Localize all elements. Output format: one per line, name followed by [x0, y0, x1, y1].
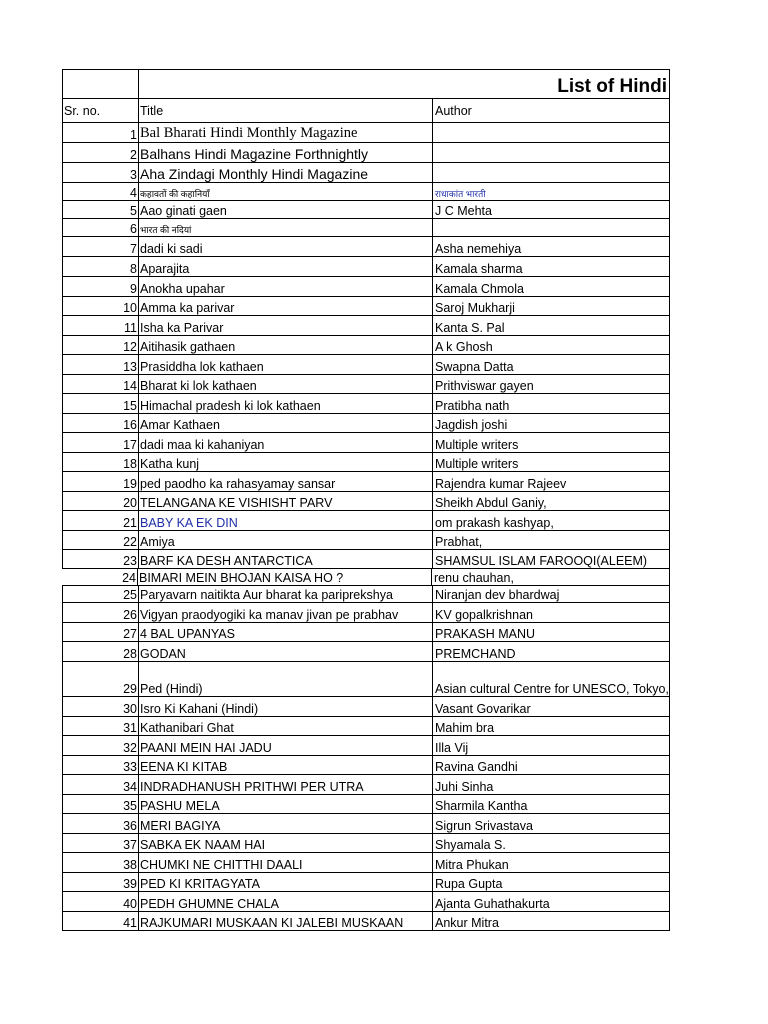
cell-title[interactable]: Amar Kathaen [138, 414, 432, 432]
cell-title[interactable]: Bharat ki lok kathaen [138, 375, 432, 393]
table-row [62, 143, 670, 163]
cell-title[interactable]: Anokha upahar [138, 277, 432, 296]
table-row [62, 472, 670, 492]
cell-title[interactable]: Ped (Hindi) [138, 662, 432, 696]
table-row [62, 277, 670, 297]
cell-author[interactable]: SHAMSUL ISLAM FAROOQI(ALEEM) [432, 550, 669, 568]
cell-author[interactable]: Multiple writers [432, 433, 669, 452]
table-row [62, 355, 670, 375]
cell-author[interactable]: A k Ghosh [432, 336, 669, 354]
cell-author[interactable]: Illa Vij [432, 736, 669, 755]
table-row [62, 569, 670, 586]
cell-sr-no[interactable]: 32 [123, 741, 137, 755]
cell-author[interactable]: KV gopalkrishnan [432, 603, 669, 622]
table-row [62, 586, 670, 603]
cell-author[interactable]: Ajanta Guhathakurta [432, 892, 669, 911]
header-row [62, 99, 670, 123]
cell-author[interactable]: Juhi Sinha [432, 775, 669, 794]
cell-title[interactable]: EENA KI KITAB [138, 756, 432, 774]
table-row [62, 550, 670, 569]
cell-author[interactable]: Niranjan dev bhardwaj [432, 586, 669, 602]
cell-title[interactable]: MERI BAGIYA [138, 814, 432, 833]
cell-author[interactable] [432, 163, 669, 182]
table-row [62, 531, 670, 550]
cell-title[interactable]: ped paodho ka rahasyamay sansar [138, 472, 432, 491]
table-row [62, 642, 670, 662]
spreadsheet [62, 69, 670, 931]
cell-sr-no[interactable]: 7 [130, 242, 137, 256]
cell-sr-no[interactable]: 10 [123, 301, 137, 315]
cell-title[interactable]: PASHU MELA [138, 795, 432, 813]
table-row [62, 433, 670, 453]
cell-sr-no[interactable]: 41 [123, 916, 137, 930]
cell-title[interactable]: BARF KA DESH ANTARCTICA [138, 550, 432, 568]
cell-title[interactable]: Amma ka parivar [138, 297, 432, 315]
cell-author[interactable]: Rupa Gupta [432, 873, 669, 891]
cell-title[interactable]: Vigyan praodyogiki ka manav jivan pe prabhav [138, 603, 432, 622]
table-row [62, 123, 670, 143]
cell-author[interactable]: Kamala Chmola [432, 277, 669, 296]
table-row [62, 834, 670, 853]
cell-sr-no[interactable]: 35 [123, 799, 137, 813]
cell-title[interactable]: कहावतों की कहानियाँ [138, 183, 432, 200]
cell-sr-no[interactable]: 27 [123, 627, 137, 641]
cell-title[interactable]: Himachal pradesh ki lok kathaen [138, 394, 432, 413]
cell-author[interactable]: Sigrun Srivastava [432, 814, 669, 833]
cell-sr-no[interactable]: 33 [123, 760, 137, 774]
title-row-empty-cell[interactable] [63, 70, 138, 98]
cell-sr-no[interactable]: 19 [123, 477, 137, 491]
cell-title[interactable]: SABKA EK NAAM HAI [138, 834, 432, 852]
cell-title[interactable]: Prasiddha lok kathaen [138, 355, 432, 374]
cell-sr-no[interactable]: 1 [130, 128, 137, 142]
table-row [62, 912, 670, 931]
table-row [62, 453, 670, 472]
cell-author[interactable]: Saroj Mukharji [432, 297, 669, 315]
cell-sr-no[interactable]: 6 [130, 222, 137, 236]
cell-sr-no[interactable]: 37 [123, 838, 137, 852]
cell-sr-no[interactable]: 25 [123, 588, 137, 602]
cell-author[interactable]: om prakash kashyap, [432, 511, 669, 530]
cell-author[interactable]: Sheikh Abdul Ganiy, [432, 492, 669, 510]
cell-author[interactable]: Ravina Gandhi [432, 756, 669, 774]
cell-sr-no[interactable]: 28 [123, 647, 137, 661]
cell-author[interactable]: Kanta S. Pal [432, 316, 669, 335]
table-row [62, 316, 670, 336]
cell-sr-no[interactable]: 39 [123, 877, 137, 891]
cell-sr-no[interactable]: 9 [130, 282, 137, 296]
cell-title[interactable]: Paryavarn naitikta Aur bharat ka pariprekshya [138, 586, 432, 602]
header-author[interactable]: Author [432, 99, 669, 122]
cell-sr-no[interactable]: 12 [123, 340, 137, 354]
table-row [62, 775, 670, 795]
cell-author[interactable]: Asha nemehiya [432, 237, 669, 256]
table-row [62, 814, 670, 834]
cell-title[interactable]: PEDH GHUMNE CHALA [138, 892, 432, 911]
table-row [62, 394, 670, 414]
cell-sr-no[interactable]: 5 [130, 204, 137, 218]
cell-title[interactable]: PAANI MEIN HAI JADU [138, 736, 432, 755]
cell-author[interactable]: Prabhat, [432, 531, 669, 549]
cell-title[interactable]: 4 BAL UPANYAS [138, 623, 432, 641]
title-row [62, 69, 670, 99]
cell-title[interactable]: BIMARI MEIN BHOJAN KAISA HO ? [137, 569, 431, 585]
table-row [62, 795, 670, 814]
cell-sr-no[interactable]: 38 [123, 858, 137, 872]
sheet-title[interactable]: List of Hindi [138, 70, 669, 98]
cell-title[interactable]: भारत की नदियां [138, 219, 432, 236]
table-row [62, 237, 670, 257]
cell-title[interactable]: RAJKUMARI MUSKAAN KI JALEBI MUSKAAN [138, 912, 432, 930]
cell-author[interactable]: Kamala sharma [432, 257, 669, 276]
cell-author[interactable]: PRAKASH MANU [432, 623, 669, 641]
cell-sr-no[interactable]: 15 [123, 399, 137, 413]
cell-title[interactable]: Balhans Hindi Magazine Forthnightly [138, 143, 432, 162]
cell-sr-no[interactable]: 29 [123, 682, 137, 696]
table-row [62, 336, 670, 355]
cell-author[interactable]: राधाकांत भारती [432, 183, 669, 200]
cell-author[interactable]: Ankur Mitra [432, 912, 669, 930]
cell-sr-no[interactable]: 23 [123, 554, 137, 568]
cell-sr-no[interactable]: 16 [123, 418, 137, 432]
table-row [62, 375, 670, 394]
table-row [62, 492, 670, 511]
cell-author[interactable]: J C Mehta [432, 201, 669, 218]
table-row [62, 623, 670, 642]
table-row [62, 853, 670, 873]
cell-author[interactable]: Mahim bra [432, 717, 669, 735]
cell-author[interactable]: Prithviswar gayen [432, 375, 669, 393]
cell-sr-no[interactable]: 31 [123, 721, 137, 735]
cell-sr-no[interactable]: 24 [122, 571, 136, 585]
cell-author[interactable]: Sharmila Kantha [432, 795, 669, 813]
table-row [62, 603, 670, 623]
table-row [62, 297, 670, 316]
cell-sr-no[interactable]: 30 [123, 702, 137, 716]
table-row [62, 873, 670, 892]
cell-sr-no[interactable]: 20 [123, 496, 137, 510]
cell-title[interactable]: Aha Zindagi Monthly Hindi Magazine [138, 163, 432, 182]
cell-sr-no[interactable]: 13 [123, 360, 137, 374]
header-title[interactable]: Title [138, 99, 432, 122]
table-row [62, 219, 670, 237]
cell-author[interactable]: Multiple writers [432, 453, 669, 471]
cell-sr-no[interactable]: 36 [123, 819, 137, 833]
cell-sr-no[interactable]: 14 [123, 379, 137, 393]
cell-sr-no[interactable]: 4 [130, 186, 137, 200]
cell-author[interactable] [432, 143, 669, 162]
table-row [62, 257, 670, 277]
cell-title[interactable]: Kathanibari Ghat [138, 717, 432, 735]
cell-title[interactable]: Amiya [138, 531, 432, 549]
table-row [62, 892, 670, 912]
cell-title[interactable]: Bal Bharati Hindi Monthly Magazine [138, 123, 432, 142]
cell-sr-no[interactable]: 17 [123, 438, 137, 452]
table-body [62, 123, 670, 931]
cell-author[interactable]: Asian cultural Centre for UNESCO, Tokyo, [432, 662, 669, 696]
cell-title[interactable]: Katha kunj [138, 453, 432, 471]
cell-title[interactable]: BABY KA EK DIN [138, 511, 432, 530]
table-row [62, 662, 670, 697]
table-row [62, 163, 670, 183]
cell-title[interactable]: Isro Ki Kahani (Hindi) [138, 697, 432, 716]
cell-title[interactable]: GODAN [138, 642, 432, 661]
cell-sr-no[interactable]: 11 [124, 321, 137, 335]
cell-title[interactable]: CHUMKI NE CHITTHI DAALI [138, 853, 432, 872]
cell-author[interactable]: Vasant Govarikar [432, 697, 669, 716]
cell-title[interactable]: INDRADHANUSH PRITHWI PER UTRA [138, 775, 432, 794]
cell-title[interactable]: Isha ka Parivar [138, 316, 432, 335]
table-row [62, 414, 670, 433]
cell-author[interactable]: Jagdish joshi [432, 414, 669, 432]
table-row [62, 183, 670, 201]
cell-author[interactable]: renu chauhan, [431, 569, 668, 585]
cell-author[interactable]: PREMCHAND [432, 642, 669, 661]
cell-sr-no[interactable]: 3 [130, 168, 137, 182]
cell-title[interactable]: Aparajita [138, 257, 432, 276]
table-row [62, 717, 670, 736]
table-row [62, 736, 670, 756]
cell-title[interactable]: dadi maa ki kahaniyan [138, 433, 432, 452]
cell-author[interactable]: Swapna Datta [432, 355, 669, 374]
cell-sr-no[interactable]: 22 [123, 535, 137, 549]
table-row [62, 201, 670, 219]
cell-title[interactable]: PED KI KRITAGYATA [138, 873, 432, 891]
header-sr-no[interactable]: Sr. no. [64, 103, 101, 118]
cell-author[interactable] [432, 219, 669, 236]
cell-title[interactable]: dadi ki sadi [138, 237, 432, 256]
cell-title[interactable]: Aitihasik gathaen [138, 336, 432, 354]
cell-author[interactable]: Mitra Phukan [432, 853, 669, 872]
table-row [62, 511, 670, 531]
cell-title[interactable]: TELANGANA KE VISHISHT PARV [138, 492, 432, 510]
cell-sr-no[interactable]: 34 [123, 780, 137, 794]
cell-sr-no[interactable]: 21 [123, 516, 137, 530]
table-row [62, 756, 670, 775]
cell-author[interactable]: Shyamala S. [432, 834, 669, 852]
cell-sr-no[interactable]: 18 [123, 457, 137, 471]
cell-sr-no[interactable]: 26 [123, 608, 137, 622]
cell-sr-no[interactable]: 8 [130, 262, 137, 276]
cell-author[interactable]: Rajendra kumar Rajeev [432, 472, 669, 491]
cell-author[interactable]: Pratibha nath [432, 394, 669, 413]
cell-title[interactable]: Aao ginati gaen [138, 201, 432, 218]
cell-sr-no[interactable]: 2 [130, 148, 137, 162]
cell-author[interactable] [432, 123, 669, 142]
cell-sr-no[interactable]: 40 [123, 897, 137, 911]
table-row [62, 697, 670, 717]
